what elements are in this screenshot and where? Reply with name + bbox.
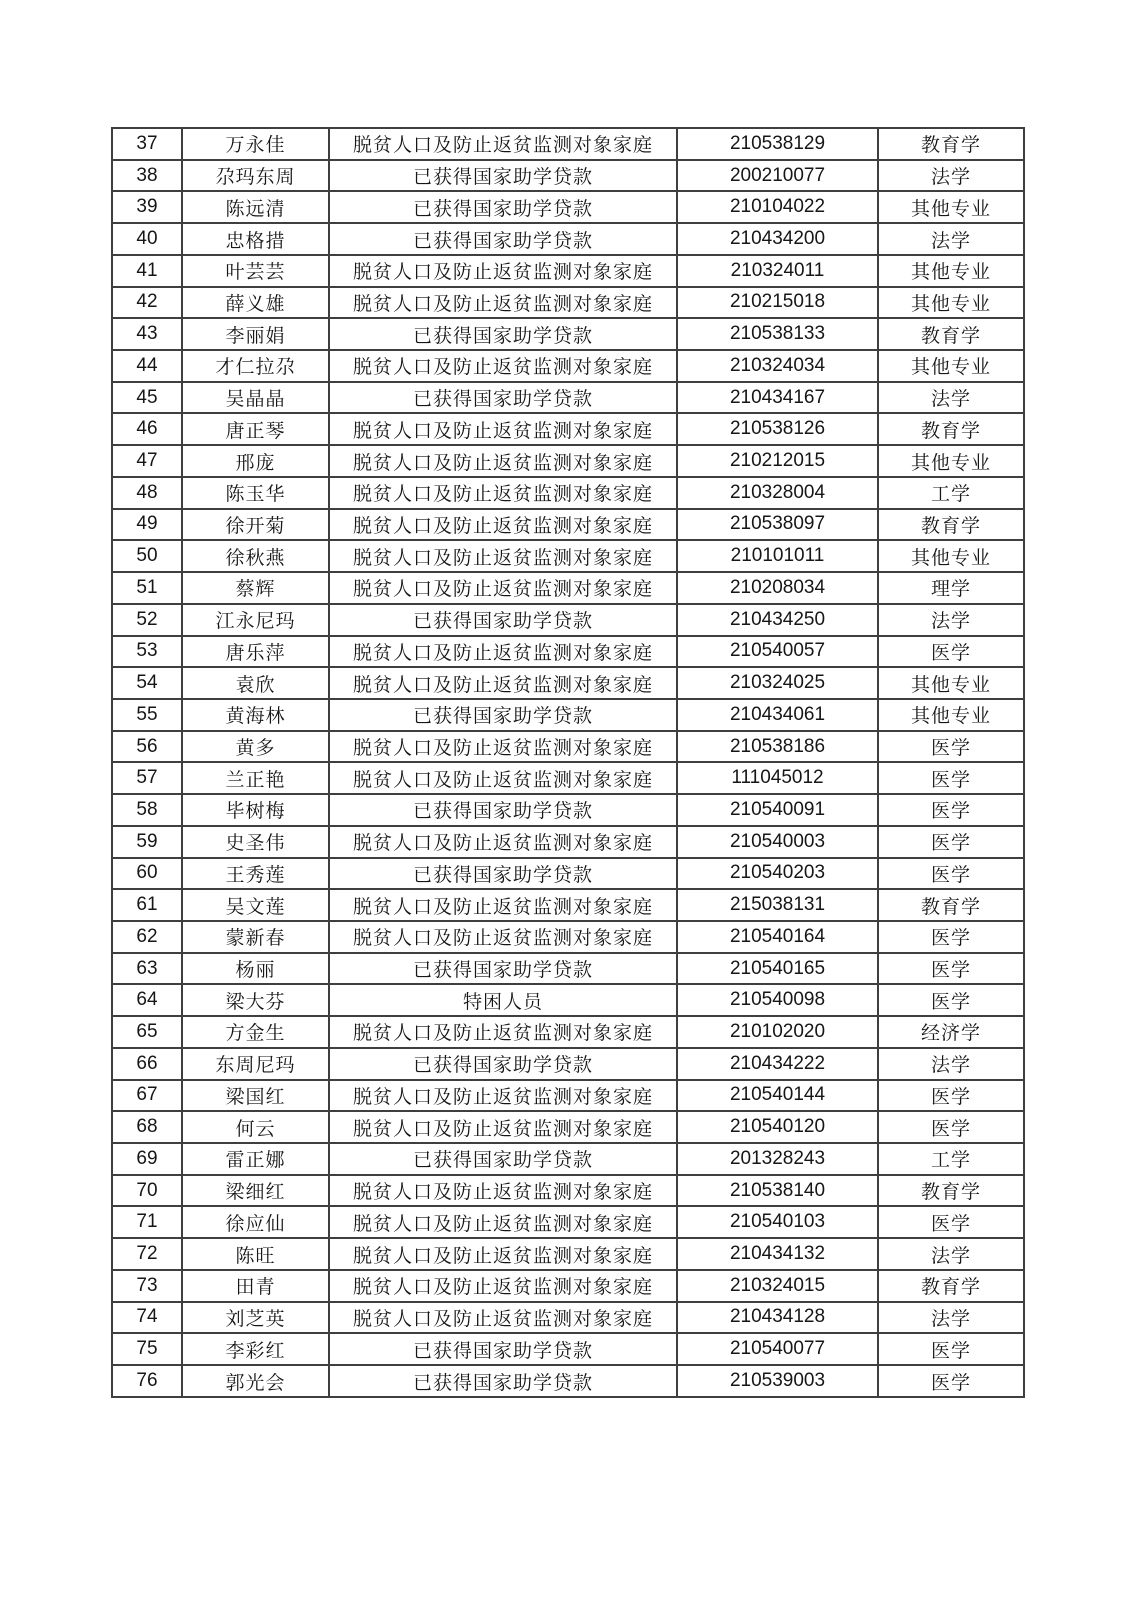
student-name-cell: 万永佳	[182, 128, 329, 160]
funding-category-cell: 脱贫人口及防止返贫监测对象家庭	[329, 1206, 677, 1238]
major-cell: 其他专业	[878, 667, 1024, 699]
student-id-cell: 210540003	[677, 826, 878, 858]
student-name-cell: 蒙新春	[182, 921, 329, 953]
funding-category-cell: 脱贫人口及防止返贫监测对象家庭	[329, 540, 677, 572]
student-id-cell: 210538129	[677, 128, 878, 160]
row-number-cell: 54	[112, 667, 182, 699]
student-name-cell: 李丽娟	[182, 318, 329, 350]
table-row	[112, 1206, 1024, 1238]
student-name-cell: 兰正艳	[182, 762, 329, 794]
funding-category-cell: 已获得国家助学贷款	[329, 794, 677, 826]
table-row	[112, 572, 1024, 604]
table-row	[112, 509, 1024, 541]
row-number-cell: 45	[112, 382, 182, 414]
table-row	[112, 731, 1024, 763]
funding-category-cell: 脱贫人口及防止返贫监测对象家庭	[329, 1238, 677, 1270]
funding-category-cell: 脱贫人口及防止返贫监测对象家庭	[329, 667, 677, 699]
row-number-cell: 44	[112, 350, 182, 382]
table-row	[112, 287, 1024, 319]
table-row	[112, 794, 1024, 826]
student-id-cell: 210208034	[677, 572, 878, 604]
table-row	[112, 477, 1024, 509]
major-cell: 教育学	[878, 128, 1024, 160]
table-row	[112, 413, 1024, 445]
student-id-cell: 210434222	[677, 1048, 878, 1080]
student-name-cell: 田青	[182, 1270, 329, 1302]
funding-category-cell: 已获得国家助学贷款	[329, 1333, 677, 1365]
student-id-cell: 210434132	[677, 1238, 878, 1270]
row-number-cell: 66	[112, 1048, 182, 1080]
student-id-cell: 210434200	[677, 223, 878, 255]
student-id-cell: 111045012	[677, 762, 878, 794]
funding-category-cell: 已获得国家助学贷款	[329, 160, 677, 192]
major-cell: 医学	[878, 953, 1024, 985]
student-id-cell: 210538133	[677, 318, 878, 350]
major-cell: 医学	[878, 1365, 1024, 1397]
funding-category-cell: 已获得国家助学贷款	[329, 858, 677, 890]
student-name-cell: 东周尼玛	[182, 1048, 329, 1080]
student-name-cell: 毕树梅	[182, 794, 329, 826]
funding-category-cell: 脱贫人口及防止返贫监测对象家庭	[329, 509, 677, 541]
major-cell: 教育学	[878, 889, 1024, 921]
major-cell: 其他专业	[878, 255, 1024, 287]
funding-category-cell: 脱贫人口及防止返贫监测对象家庭	[329, 1080, 677, 1112]
funding-category-cell: 已获得国家助学贷款	[329, 699, 677, 731]
table-row	[112, 1143, 1024, 1175]
table-row	[112, 128, 1024, 160]
table-row	[112, 1270, 1024, 1302]
row-number-cell: 55	[112, 699, 182, 731]
student-id-cell: 210538126	[677, 413, 878, 445]
student-id-cell: 200210077	[677, 160, 878, 192]
row-number-cell: 51	[112, 572, 182, 604]
student-name-cell: 薛义雄	[182, 287, 329, 319]
funding-category-cell: 特困人员	[329, 984, 677, 1016]
student-id-cell: 210538140	[677, 1175, 878, 1207]
student-id-cell: 210434250	[677, 604, 878, 636]
row-number-cell: 76	[112, 1365, 182, 1397]
student-id-cell: 210104022	[677, 191, 878, 223]
funding-category-cell: 脱贫人口及防止返贫监测对象家庭	[329, 1302, 677, 1334]
student-funding-table	[111, 127, 1025, 1398]
major-cell: 教育学	[878, 413, 1024, 445]
student-id-cell: 210324025	[677, 667, 878, 699]
major-cell: 医学	[878, 1111, 1024, 1143]
funding-category-cell: 已获得国家助学贷款	[329, 318, 677, 350]
funding-category-cell: 脱贫人口及防止返贫监测对象家庭	[329, 1016, 677, 1048]
row-number-cell: 63	[112, 953, 182, 985]
major-cell: 理学	[878, 572, 1024, 604]
student-table-body	[112, 128, 1024, 1397]
major-cell: 医学	[878, 762, 1024, 794]
table-row	[112, 1111, 1024, 1143]
row-number-cell: 74	[112, 1302, 182, 1334]
funding-category-cell: 脱贫人口及防止返贫监测对象家庭	[329, 445, 677, 477]
major-cell: 其他专业	[878, 699, 1024, 731]
row-number-cell: 49	[112, 509, 182, 541]
funding-category-cell: 脱贫人口及防止返贫监测对象家庭	[329, 572, 677, 604]
table-row	[112, 858, 1024, 890]
major-cell: 工学	[878, 477, 1024, 509]
student-id-cell: 210540098	[677, 984, 878, 1016]
table-row	[112, 889, 1024, 921]
student-id-cell: 210434167	[677, 382, 878, 414]
major-cell: 其他专业	[878, 191, 1024, 223]
student-name-cell: 梁大芬	[182, 984, 329, 1016]
student-name-cell: 李彩红	[182, 1333, 329, 1365]
table-row	[112, 191, 1024, 223]
student-id-cell: 210434128	[677, 1302, 878, 1334]
student-id-cell: 215038131	[677, 889, 878, 921]
funding-category-cell: 已获得国家助学贷款	[329, 1365, 677, 1397]
table-row	[112, 255, 1024, 287]
row-number-cell: 68	[112, 1111, 182, 1143]
funding-category-cell: 已获得国家助学贷款	[329, 191, 677, 223]
student-id-cell: 210540164	[677, 921, 878, 953]
student-name-cell: 黄海林	[182, 699, 329, 731]
major-cell: 医学	[878, 984, 1024, 1016]
table-row	[112, 223, 1024, 255]
row-number-cell: 69	[112, 1143, 182, 1175]
student-name-cell: 方金生	[182, 1016, 329, 1048]
row-number-cell: 73	[112, 1270, 182, 1302]
table-row	[112, 762, 1024, 794]
student-name-cell: 刘芝英	[182, 1302, 329, 1334]
student-name-cell: 才仁拉尕	[182, 350, 329, 382]
student-id-cell: 210540057	[677, 636, 878, 668]
student-name-cell: 梁细红	[182, 1175, 329, 1207]
student-name-cell: 江永尼玛	[182, 604, 329, 636]
row-number-cell: 72	[112, 1238, 182, 1270]
major-cell: 医学	[878, 921, 1024, 953]
student-name-cell: 雷正娜	[182, 1143, 329, 1175]
table-row	[112, 953, 1024, 985]
row-number-cell: 61	[112, 889, 182, 921]
funding-category-cell: 脱贫人口及防止返贫监测对象家庭	[329, 1270, 677, 1302]
student-name-cell: 陈远清	[182, 191, 329, 223]
major-cell: 其他专业	[878, 540, 1024, 572]
funding-category-cell: 脱贫人口及防止返贫监测对象家庭	[329, 413, 677, 445]
table-row	[112, 160, 1024, 192]
student-name-cell: 陈旺	[182, 1238, 329, 1270]
student-name-cell: 蔡辉	[182, 572, 329, 604]
student-id-cell: 210324015	[677, 1270, 878, 1302]
student-name-cell: 何云	[182, 1111, 329, 1143]
table-row	[112, 540, 1024, 572]
row-number-cell: 59	[112, 826, 182, 858]
table-row	[112, 445, 1024, 477]
student-name-cell: 吴晶晶	[182, 382, 329, 414]
table-row	[112, 382, 1024, 414]
table-row	[112, 1238, 1024, 1270]
funding-category-cell: 脱贫人口及防止返贫监测对象家庭	[329, 731, 677, 763]
student-id-cell: 210324011	[677, 255, 878, 287]
student-id-cell: 210212015	[677, 445, 878, 477]
student-name-cell: 黄多	[182, 731, 329, 763]
student-id-cell: 210538097	[677, 509, 878, 541]
row-number-cell: 64	[112, 984, 182, 1016]
table-row	[112, 699, 1024, 731]
student-id-cell: 210540103	[677, 1206, 878, 1238]
student-name-cell: 史圣伟	[182, 826, 329, 858]
major-cell: 法学	[878, 604, 1024, 636]
table-row	[112, 667, 1024, 699]
major-cell: 法学	[878, 160, 1024, 192]
major-cell: 法学	[878, 223, 1024, 255]
funding-category-cell: 已获得国家助学贷款	[329, 382, 677, 414]
student-name-cell: 梁国红	[182, 1080, 329, 1112]
student-name-cell: 尕玛东周	[182, 160, 329, 192]
student-name-cell: 徐应仙	[182, 1206, 329, 1238]
table-row	[112, 1175, 1024, 1207]
major-cell: 教育学	[878, 1175, 1024, 1207]
major-cell: 教育学	[878, 1270, 1024, 1302]
student-name-cell: 叶芸芸	[182, 255, 329, 287]
funding-category-cell: 脱贫人口及防止返贫监测对象家庭	[329, 921, 677, 953]
table-row	[112, 1048, 1024, 1080]
row-number-cell: 65	[112, 1016, 182, 1048]
student-id-cell: 210538186	[677, 731, 878, 763]
student-name-cell: 郭光会	[182, 1365, 329, 1397]
row-number-cell: 40	[112, 223, 182, 255]
funding-category-cell: 已获得国家助学贷款	[329, 1048, 677, 1080]
major-cell: 医学	[878, 731, 1024, 763]
funding-category-cell: 脱贫人口及防止返贫监测对象家庭	[329, 762, 677, 794]
major-cell: 医学	[878, 636, 1024, 668]
table-row	[112, 984, 1024, 1016]
student-id-cell: 210540165	[677, 953, 878, 985]
major-cell: 其他专业	[878, 287, 1024, 319]
row-number-cell: 67	[112, 1080, 182, 1112]
row-number-cell: 58	[112, 794, 182, 826]
row-number-cell: 37	[112, 128, 182, 160]
table-row	[112, 636, 1024, 668]
row-number-cell: 48	[112, 477, 182, 509]
row-number-cell: 41	[112, 255, 182, 287]
major-cell: 经济学	[878, 1016, 1024, 1048]
student-name-cell: 陈玉华	[182, 477, 329, 509]
student-id-cell: 210540144	[677, 1080, 878, 1112]
funding-category-cell: 已获得国家助学贷款	[329, 953, 677, 985]
major-cell: 医学	[878, 794, 1024, 826]
funding-category-cell: 脱贫人口及防止返贫监测对象家庭	[329, 1111, 677, 1143]
row-number-cell: 62	[112, 921, 182, 953]
major-cell: 医学	[878, 1206, 1024, 1238]
table-row	[112, 1302, 1024, 1334]
major-cell: 其他专业	[878, 445, 1024, 477]
student-name-cell: 忠格措	[182, 223, 329, 255]
row-number-cell: 70	[112, 1175, 182, 1207]
student-id-cell: 201328243	[677, 1143, 878, 1175]
student-name-cell: 邢庞	[182, 445, 329, 477]
table-row	[112, 604, 1024, 636]
student-id-cell: 210540203	[677, 858, 878, 890]
table-row	[112, 350, 1024, 382]
major-cell: 医学	[878, 858, 1024, 890]
funding-category-cell: 脱贫人口及防止返贫监测对象家庭	[329, 287, 677, 319]
row-number-cell: 60	[112, 858, 182, 890]
row-number-cell: 52	[112, 604, 182, 636]
funding-category-cell: 已获得国家助学贷款	[329, 1143, 677, 1175]
major-cell: 法学	[878, 1302, 1024, 1334]
student-id-cell: 210102020	[677, 1016, 878, 1048]
student-id-cell: 210540077	[677, 1333, 878, 1365]
row-number-cell: 46	[112, 413, 182, 445]
row-number-cell: 53	[112, 636, 182, 668]
major-cell: 医学	[878, 826, 1024, 858]
row-number-cell: 56	[112, 731, 182, 763]
funding-category-cell: 已获得国家助学贷款	[329, 223, 677, 255]
row-number-cell: 75	[112, 1333, 182, 1365]
student-id-cell: 210540091	[677, 794, 878, 826]
table-row	[112, 1365, 1024, 1397]
table-row	[112, 921, 1024, 953]
funding-category-cell: 已获得国家助学贷款	[329, 604, 677, 636]
student-name-cell: 徐开菊	[182, 509, 329, 541]
student-id-cell: 210328004	[677, 477, 878, 509]
funding-category-cell: 脱贫人口及防止返贫监测对象家庭	[329, 255, 677, 287]
student-name-cell: 吴文莲	[182, 889, 329, 921]
row-number-cell: 50	[112, 540, 182, 572]
major-cell: 教育学	[878, 318, 1024, 350]
major-cell: 法学	[878, 1048, 1024, 1080]
row-number-cell: 43	[112, 318, 182, 350]
student-name-cell: 徐秋燕	[182, 540, 329, 572]
row-number-cell: 39	[112, 191, 182, 223]
row-number-cell: 71	[112, 1206, 182, 1238]
student-name-cell: 袁欣	[182, 667, 329, 699]
funding-category-cell: 脱贫人口及防止返贫监测对象家庭	[329, 477, 677, 509]
student-id-cell: 210215018	[677, 287, 878, 319]
row-number-cell: 57	[112, 762, 182, 794]
funding-category-cell: 脱贫人口及防止返贫监测对象家庭	[329, 128, 677, 160]
funding-category-cell: 脱贫人口及防止返贫监测对象家庭	[329, 889, 677, 921]
funding-category-cell: 脱贫人口及防止返贫监测对象家庭	[329, 350, 677, 382]
table-row	[112, 826, 1024, 858]
funding-category-cell: 脱贫人口及防止返贫监测对象家庭	[329, 636, 677, 668]
row-number-cell: 42	[112, 287, 182, 319]
table-row	[112, 1080, 1024, 1112]
major-cell: 医学	[878, 1333, 1024, 1365]
funding-category-cell: 脱贫人口及防止返贫监测对象家庭	[329, 1175, 677, 1207]
major-cell: 其他专业	[878, 350, 1024, 382]
table-row	[112, 318, 1024, 350]
funding-category-cell: 脱贫人口及防止返贫监测对象家庭	[329, 826, 677, 858]
major-cell: 教育学	[878, 509, 1024, 541]
student-id-cell: 210101011	[677, 540, 878, 572]
student-name-cell: 唐正琴	[182, 413, 329, 445]
student-name-cell: 王秀莲	[182, 858, 329, 890]
table-row	[112, 1016, 1024, 1048]
student-name-cell: 唐乐萍	[182, 636, 329, 668]
major-cell: 法学	[878, 1238, 1024, 1270]
student-id-cell: 210540120	[677, 1111, 878, 1143]
student-id-cell: 210539003	[677, 1365, 878, 1397]
row-number-cell: 38	[112, 160, 182, 192]
student-name-cell: 杨丽	[182, 953, 329, 985]
student-id-cell: 210324034	[677, 350, 878, 382]
major-cell: 工学	[878, 1143, 1024, 1175]
major-cell: 法学	[878, 382, 1024, 414]
table-row	[112, 1333, 1024, 1365]
row-number-cell: 47	[112, 445, 182, 477]
student-id-cell: 210434061	[677, 699, 878, 731]
major-cell: 医学	[878, 1080, 1024, 1112]
